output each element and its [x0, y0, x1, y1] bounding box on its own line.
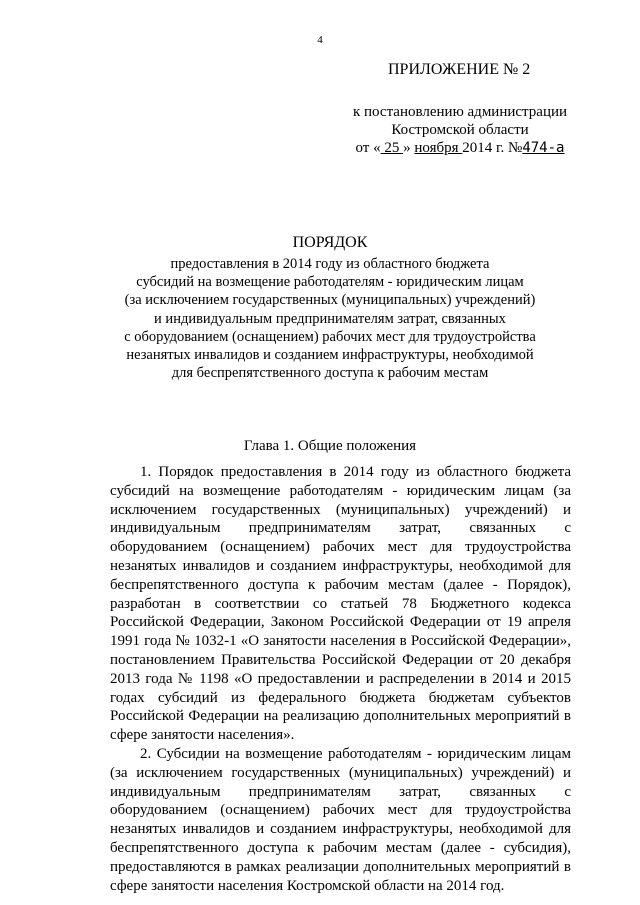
decree-date-prefix: от «: [355, 140, 381, 156]
decree-year: 2014 г. №: [462, 140, 523, 156]
subtitle-line: (за исключением государственных (муниципальных) учреждений): [124, 292, 536, 309]
subtitle-line: для беспрепятственного доступа к рабочим местам: [171, 365, 489, 382]
subtitle-line: субсидий на возмещение работодателям - юридическим лицам: [136, 274, 524, 291]
decree-number: 474-а: [522, 140, 565, 156]
decree-line-2: Костромской области: [391, 122, 529, 138]
subtitle-line: незанятых инвалидов и созданием инфраструктуры, необходимой: [126, 347, 534, 364]
paragraph-1: 1. Порядок предоставления в 2014 году из областного бюджета субсидий на возмещение работодателям - юридическим лицам (за исключением государственных (муниципальных) учреждений) и индивидуальным предпринимателям затрат, связанных с оборудованием (оснащением) рабочих мест для трудоустройства незанятых инвалидов и созданием инфраструктуры, необходимой для беспрепятственного доступа к рабочим местам (далее - Порядок), разработан в соответствии со статьей 78 Бюджетного кодекса Российской Федерации, Законом Российской Федерации от 19 апреля 1991 года № 1032-1 «О занятости населения в Российской Федерации», постановлением Правительства Российской Федерации от 20 декабря 2013 года № 1198 «О предоставлении и распределении в 2014 и 2015 годах субсидий из федерального бюджета бюджетам субъектов Российской Федерации на реализацию дополнительных мероприятий в сфере занятости населения».: [110, 464, 571, 744]
document-subtitle: [105, 255, 555, 382]
decree-date-line: [330, 139, 590, 157]
subtitle-line: и индивидуальным предпринимателям затрат, связанных: [154, 310, 506, 327]
page-number: 4: [317, 34, 323, 46]
decree-line-1: к постановлению администрации: [352, 104, 568, 120]
decree-month: ноября: [414, 140, 463, 156]
appendix-title: ПРИЛОЖЕНИЕ № 2: [388, 61, 531, 78]
document-body: [110, 463, 571, 895]
subtitle-line: с оборудованием (оснащением) рабочих мест для трудоустройства: [124, 328, 536, 345]
decree-day: 25: [380, 140, 404, 156]
paragraph-2: 2. Субсидии на возмещение работодателям - юридическим лицам (за исключением государственных (муниципальных) учреждений) и индивидуальным предпринимателям затрат, связанных с оборудованием (оснащением) рабочих мест для трудоустройства незанятых инвалидов и созданием инфраструктуры, необходимой для беспрепятственного доступа к рабочим местам (далее - субсидия), предоставляются в рамках реализации дополнительных мероприятий в сфере занятости населения Костромской области на 2014 год.: [110, 745, 571, 894]
chapter-heading: Глава 1. Общие положения: [243, 438, 417, 454]
decree-reference: [330, 103, 590, 157]
subtitle-line: предоставления в 2014 году из областного бюджета: [170, 256, 490, 272]
document-title: ПОРЯДОК: [292, 234, 368, 251]
decree-date-sep: »: [403, 140, 415, 156]
